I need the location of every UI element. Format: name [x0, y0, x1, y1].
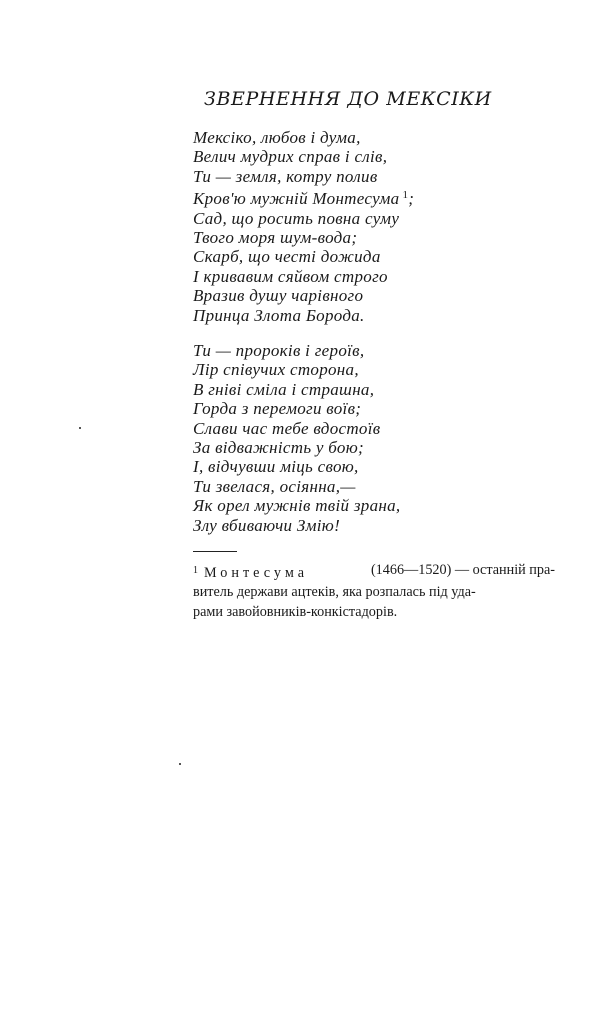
poem-line: І, відчувши міць свою,: [193, 457, 359, 477]
poem-line: В гніві сміла і страшна,: [193, 379, 375, 399]
poem-line-text: Кров'ю мужній Монтесума: [193, 189, 400, 209]
poem-line: Твого моря шум-вода;: [193, 228, 358, 248]
poem-line-with-footnote: [193, 186, 414, 208]
poem-line: Ти звелася, осіянна,—: [193, 476, 356, 496]
poem-line: Вразив душу чарівного: [193, 286, 364, 306]
poem-line: Ти — земля, котру полив: [193, 166, 378, 186]
footnote-reference[interactable]: 1: [402, 189, 409, 202]
poem-line: Горда з перемоги воїв;: [193, 399, 362, 419]
poem-line: Принца Злота Борода.: [193, 305, 365, 325]
footnote-line-3: рами завойовників-конкістадорів.: [193, 603, 398, 620]
poem-line: Злу вбиваючи Змію!: [193, 515, 341, 535]
poem-line: Лір співучих сторона,: [193, 360, 359, 380]
stray-dot: [179, 763, 181, 765]
poem-line: За відважність у бою;: [193, 438, 364, 458]
poem-title: ЗВЕРНЕННЯ ДО МЕКСІКИ: [204, 88, 492, 110]
poem-line: І кривавим сяйвом строго: [193, 266, 388, 286]
poem-line: Ти — пророків і героїв,: [193, 341, 365, 360]
poem-line: Мексіко, любов і дума,: [193, 128, 361, 147]
stanza-1: [193, 128, 414, 325]
punctuation: ;: [408, 189, 415, 209]
footnote-lead: [193, 561, 308, 583]
footnote-line-1: [193, 561, 555, 583]
poem-line: Як орел мужнів твій зрана,: [193, 496, 401, 516]
footnote: [193, 561, 555, 622]
poem-line: Велич мудрих справ і слів,: [193, 147, 388, 167]
footnote-divider: [193, 551, 237, 552]
footnote-line-2: витель держави ацтеків, яка розпалась під уда-: [193, 584, 476, 601]
footnote-name: Монтесума: [204, 565, 308, 581]
footnote-text: (1466—1520) — останній пра-: [370, 562, 555, 578]
poem-line: Слави час тебе вдостоїв: [193, 418, 381, 438]
stray-dot: [79, 427, 81, 429]
stanza-2: [193, 341, 400, 535]
poem-line: Скарб, що честі дожида: [193, 247, 381, 267]
footnote-mark: 1: [193, 565, 198, 576]
poem-line: Сад, що росить повна суму: [193, 208, 400, 228]
